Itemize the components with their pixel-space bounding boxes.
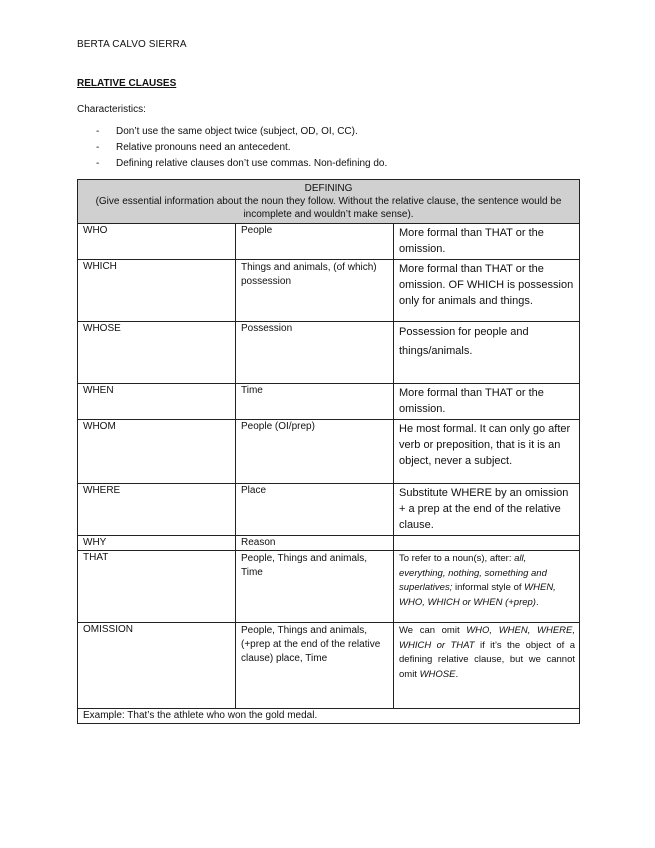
note-text: informal style of: [452, 582, 525, 593]
characteristics-label: Characteristics:: [77, 104, 146, 115]
pronoun-cell: WHICH: [78, 260, 236, 322]
table-row: [78, 536, 580, 551]
use-cell: People: [236, 224, 394, 260]
table-row: [78, 484, 580, 536]
header-title: DEFINING: [304, 183, 353, 194]
note-text: To refer to a noun(s), after:: [399, 553, 515, 564]
note-cell: He most formal. It can only go after verb or preposition, that is it is an object, never a subject.: [394, 420, 580, 484]
note-emphasis: WHO, WHEN, WHERE, WHICH or THAT: [399, 625, 575, 651]
bullet-dash: -: [96, 142, 100, 153]
note-cell: More formal than THAT or the omission.: [394, 224, 580, 260]
table-row: [78, 260, 580, 322]
pronoun-cell: WHEN: [78, 384, 236, 420]
note-emphasis: all, everything, nothing, something and superlatives;: [399, 553, 547, 593]
table-row: [78, 623, 580, 709]
characteristics-list: [96, 124, 387, 172]
author-name: BERTA CALVO SIERRA: [77, 39, 187, 50]
note-text: if it’s the object of a defining relative clause, but we cannot omit: [399, 639, 575, 680]
use-cell: Things and animals, (of which) possession: [236, 260, 394, 322]
table-row: [78, 551, 580, 623]
note-cell: [394, 551, 580, 623]
note-cell: More formal than THAT or the omission.: [394, 384, 580, 420]
pronoun-cell: WHO: [78, 224, 236, 260]
table-header-row: [78, 180, 580, 224]
pronoun-cell: WHOSE: [78, 322, 236, 384]
table-row: [78, 384, 580, 420]
list-item: [96, 156, 387, 172]
bullet-dash: -: [96, 158, 100, 169]
header-description: (Give essential information about the noun they follow. Without the relative clause, the sentence would be incomplete and wouldn’t make sense).: [95, 196, 562, 220]
note-cell: Substitute WHERE by an omission + a prep at the end of the relative clause.: [394, 484, 580, 536]
use-cell: People, Things and animals, Time: [236, 551, 394, 623]
table-header: [78, 180, 580, 224]
example-cell: Example: That’s the athlete who won the gold medal.: [78, 709, 580, 724]
pronoun-cell: OMISSION: [78, 623, 236, 709]
note-cell: [394, 623, 580, 709]
use-cell: Time: [236, 384, 394, 420]
bullet-text: Don’t use the same object twice (subject, OD, OI, CC).: [116, 126, 358, 137]
pronoun-cell: WHERE: [78, 484, 236, 536]
relative-pronouns-table: [77, 179, 580, 724]
use-cell: People, Things and animals, (+prep at the end of the relative clause) place, Time: [236, 623, 394, 709]
note-emphasis: WHOSE: [419, 668, 456, 680]
bullet-dash: -: [96, 126, 100, 137]
bullet-text: Relative pronouns need an antecedent.: [116, 142, 291, 153]
list-item: [96, 140, 387, 156]
use-cell: People (OI/prep): [236, 420, 394, 484]
pronoun-cell: WHY: [78, 536, 236, 551]
table-row: [78, 224, 580, 260]
page-title: RELATIVE CLAUSES: [77, 78, 177, 89]
note-text: .: [455, 668, 459, 680]
note-cell: [394, 536, 580, 551]
list-item: [96, 124, 387, 140]
table-row: [78, 420, 580, 484]
use-cell: Reason: [236, 536, 394, 551]
table-example-row: [78, 709, 580, 724]
use-cell: Possession: [236, 322, 394, 384]
bullet-text: Defining relative clauses don’t use commas. Non-defining do.: [116, 158, 388, 169]
pronoun-cell: THAT: [78, 551, 236, 623]
table-row: [78, 322, 580, 384]
note-cell: Possession for people and things/animals.: [394, 322, 580, 384]
note-emphasis: WHEN, WHO, WHICH or WHEN (+prep): [399, 582, 556, 608]
note-text: We can omit: [399, 625, 467, 636]
use-cell: Place: [236, 484, 394, 536]
note-cell: More formal than THAT or the omission. OF WHICH is possession only for animals and things.: [394, 260, 580, 322]
note-text: .: [535, 596, 539, 608]
pronoun-cell: WHOM: [78, 420, 236, 484]
